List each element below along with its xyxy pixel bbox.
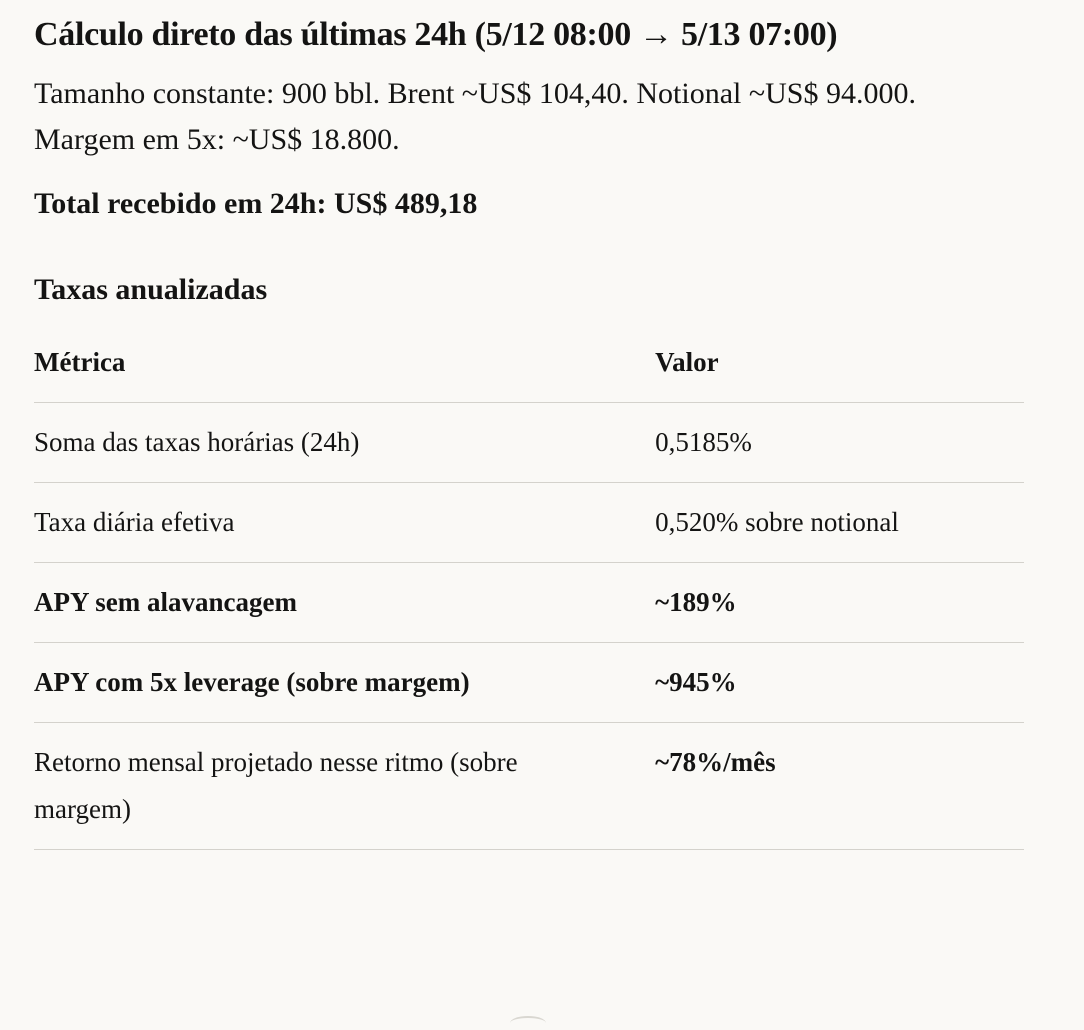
value-cell: 0,5185% bbox=[655, 403, 1024, 483]
total-received: Total recebido em 24h: US$ 489,18 bbox=[34, 187, 478, 220]
metric-cell: Soma das taxas horárias (24h) bbox=[34, 403, 655, 483]
metric-cell: Retorno mensal projetado nesse ritmo (sobre margem) bbox=[34, 723, 655, 850]
value-cell: 0,520% sobre notional bbox=[655, 483, 1024, 563]
table-row bbox=[34, 403, 1024, 483]
section-title: Taxas anualizadas bbox=[34, 273, 268, 306]
value-cell: ~945% bbox=[655, 643, 1024, 723]
value-cell: ~78%/mês bbox=[655, 723, 1024, 850]
table-row bbox=[34, 723, 1024, 850]
document-content bbox=[34, 0, 1024, 850]
metric-cell: Taxa diária efetiva bbox=[34, 483, 655, 563]
table-row bbox=[34, 483, 1024, 563]
page-title: Cálculo direto das últimas 24h (5/12 08:00 → 5/13 07:00) bbox=[34, 16, 838, 53]
value-cell: ~189% bbox=[655, 563, 1024, 643]
table-row bbox=[34, 643, 1024, 723]
position-description: Tamanho constante: 900 bbl. Brent ~US$ 104,40. Notional ~US$ 94.000. Margem em 5x: ~US$ 18.800. bbox=[34, 77, 916, 156]
metric-cell: APY com 5x leverage (sobre margem) bbox=[34, 643, 655, 723]
column-header-value: Valor bbox=[655, 331, 1024, 403]
rates-table bbox=[34, 331, 1024, 850]
scroll-indicator[interactable] bbox=[510, 1016, 546, 1030]
metric-cell: APY sem alavancagem bbox=[34, 563, 655, 643]
column-header-metric: Métrica bbox=[34, 331, 655, 403]
table-header-row bbox=[34, 331, 1024, 403]
table-row bbox=[34, 563, 1024, 643]
